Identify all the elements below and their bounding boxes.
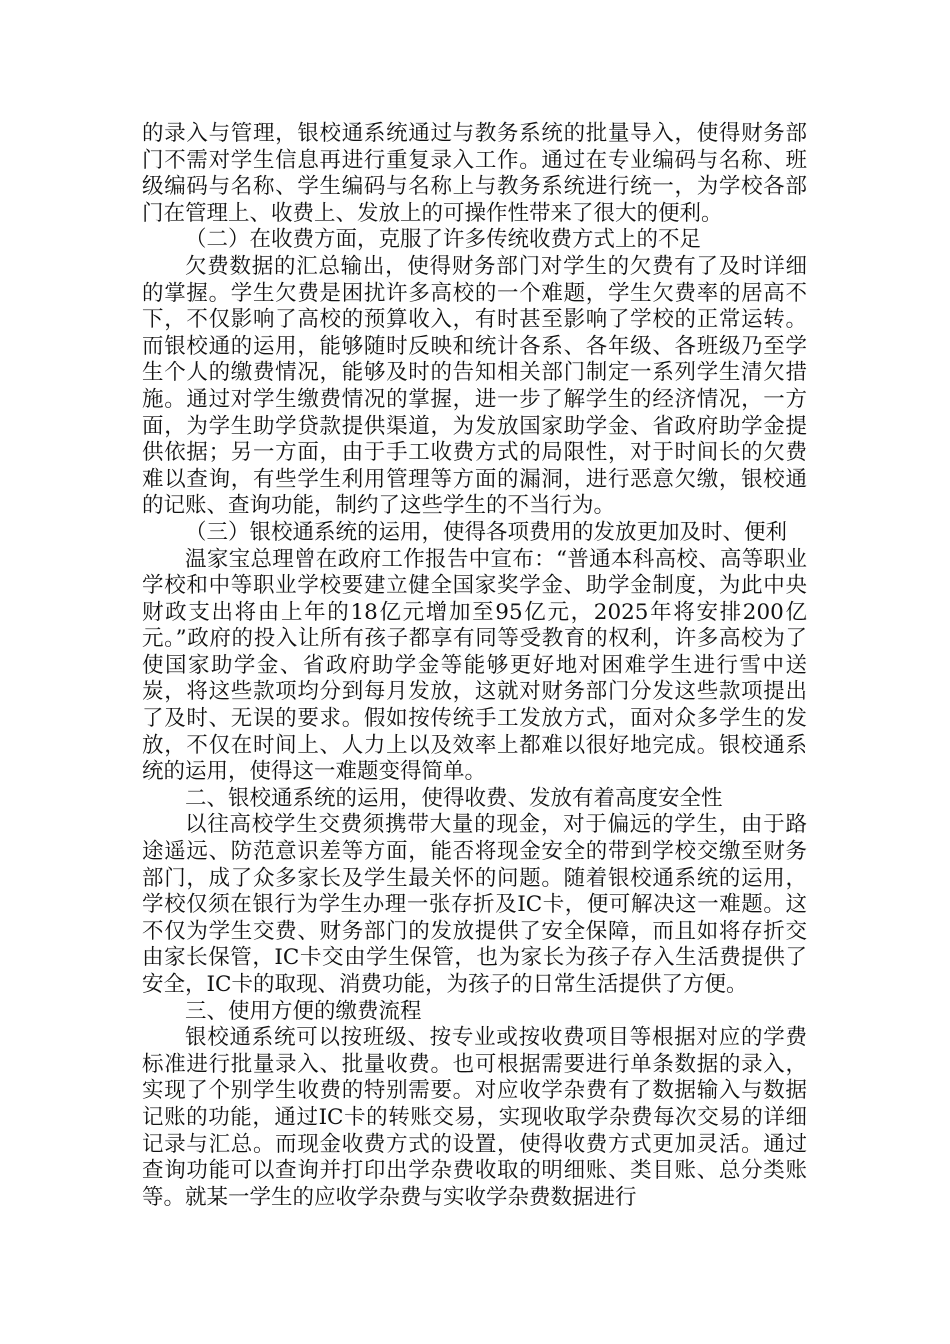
paragraph-government-report: 温家宝总理曾在政府工作报告中宣布：“普通本科高校、高等职业学校和中等职业学校要建立健全国家奖学金、助学金制度，为此中央财政支出将由上年的18亿元增加至95亿元，2025年将安排200亿元。”政府的投入让所有孩子都享有同等受教育的权利，许多高校为了使国家助学金、省政府助学金等能够更好地对困难学生进行雪中送炭，将这些款项均分到每月发放，这就对财务部门分发这些款项提出了及时、无误的要求。假如按传统手工发放方式，面对众多学生的发放，不仅在时间上、人力上以及效率上都难以很好地完成。银校通系统的运用，使得这一难题变得简单。 xyxy=(142,546,807,785)
section-heading-payment-flow: 三、使用方便的缴费流程 xyxy=(185,998,422,1024)
section-heading-security: 二、银校通系统的运用，使得收费、发放有着高度安全性 xyxy=(185,785,723,811)
paragraph-cash-safety: 以往高校学生交费须携带大量的现金，对于偏远的学生，由于路途遥远、防范意识差等方面，能否将现金安全的带到学校交缴至财务部门，成了众多家长及学生最关怀的问题。随着银校通系统的运用，学校仅须在银行为学生办理一张存折及IC卡，便可解决这一难题。这不仅为学生交费、财务部门的发放提供了安全保障，而且如将存折交由家长保管，IC卡交由学生保管，也为家长为孩子存入生活费提供了安全，IC卡的取现、消费功能，为孩子的日常生活提供了方便。 xyxy=(142,812,807,997)
paragraph-arrears: 欠费数据的汇总输出，使得财务部门对学生的欠费有了及时详细的掌握。学生欠费是困扰许多高校的一个难题，学生欠费率的居高不下，不仅影响了高校的预算收入，有时甚至影响了学校的正常运转。而银校通的运用，能够随时反映和统计各系、各年级、各班级乃至学生个人的缴费情况，能够及时的告知相关部门制定一系列学生清欠措施。通过对学生缴费情况的掌握，进一步了解学生的经济情况，一方面，为学生助学贷款提供渠道，为发放国家助学金、省政府助学金提供依据；另一方面，由于手工收费方式的局限性，对于时间长的欠费难以查询，有些学生利用管理等方面的漏洞，进行恶意欠缴，银校通的记账、查询功能，制约了这些学生的不当行为。 xyxy=(142,253,807,519)
section-heading-fees: （二）在收费方面，克服了许多传统收费方式上的不足 xyxy=(185,227,702,253)
paragraph-batch-entry: 银校通系统可以按班级、按专业或按收费项目等根据对应的学费标准进行批量录入、批量收费。也可根据需要进行单条数据的录入，实现了个别学生收费的特别需要。对应收学杂费有了数据输入与数据记账的功能，通过IC卡的转账交易，实现收取学杂费每次交易的详细记录与汇总。而现金收费方式的设置，使得收费方式更加灵活。通过查询功能可以查询并打印出学杂费收取的明细账、类目账、总分类账等。就某一学生的应收学杂费与实收学杂费数据进行 xyxy=(142,1025,807,1210)
document-body xyxy=(142,121,807,1211)
section-heading-distribution: （三）银校通系统的运用，使得各项费用的发放更加及时、便利 xyxy=(185,519,788,545)
paragraph-continuation: 的录入与管理，银校通系统通过与教务系统的批量导入，使得财务部门不需对学生信息再进行重复录入工作。通过在专业编码与名称、班级编码与名称、学生编码与名称上与教务系统进行统一，为学校各部门在管理上、收费上、发放上的可操作性带来了很大的便利。 xyxy=(142,121,807,226)
